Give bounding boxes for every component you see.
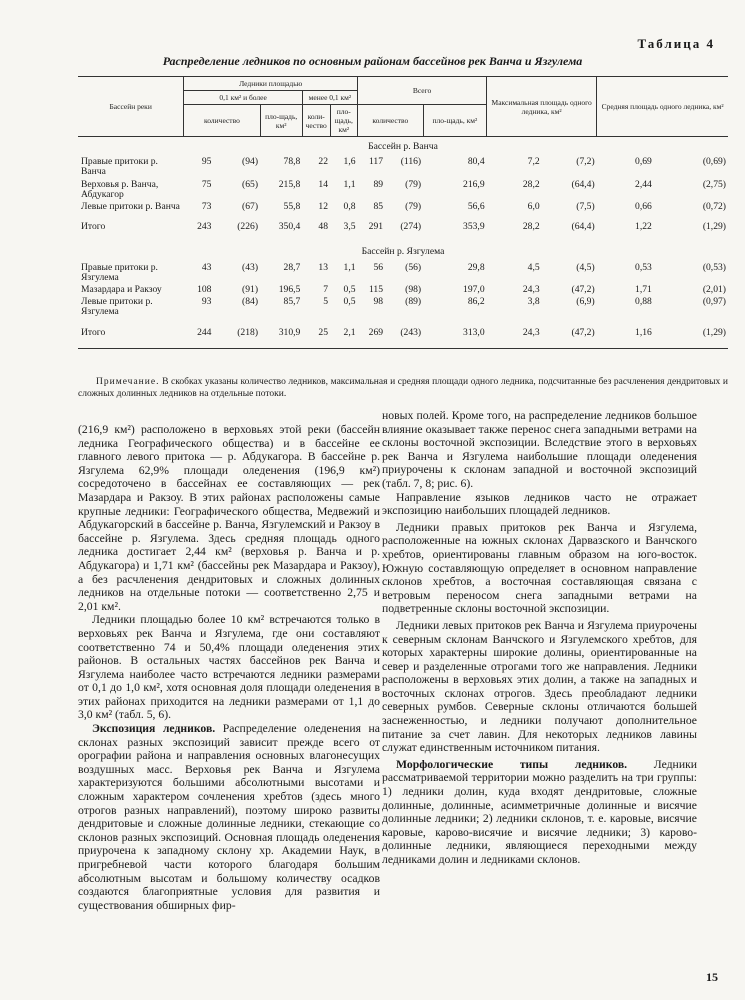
paragraph: Ледники правых притоков рек Ванча и Язгулема, расположенные на южных склонах Дарвазского и Ванчского хребтов, ориентированы главным образом на юго-восток. Южную составляющую определяет в основном направление склонов хребтов, а восточная составляющая связана с ветровым переносом снега западными ветрами на подветренные склоны восточной экспозиции. bbox=[382, 520, 697, 616]
cell: (218) bbox=[213, 318, 260, 349]
cell: 85,7 bbox=[283, 296, 301, 308]
cell: 1,16 bbox=[597, 318, 654, 349]
cell: 6,0 bbox=[527, 201, 540, 213]
cell: 93 bbox=[201, 296, 212, 308]
cell: (64,4) bbox=[571, 178, 595, 190]
cell: 98 bbox=[373, 296, 384, 308]
cell: 78,8 bbox=[283, 156, 301, 168]
cell: 73 bbox=[201, 201, 212, 213]
cell: 1,22 bbox=[635, 221, 652, 233]
header-count-short: коли-чество bbox=[302, 105, 330, 137]
cell: (0,97) bbox=[702, 296, 726, 308]
cell: (56) bbox=[405, 261, 422, 273]
row-name: Итого bbox=[78, 318, 184, 349]
paragraph-text: Распределение оледенения на склонах разных экспозиций зависит прежде всего от орографии района и направления основных влагонесущих воздушных масс. Верховья рек Ванча и Язгулема характеризуются большими абсолютными высотами и сложным характером сочленения хребтов (здесь много отрогов разных направлений), поэтому широко развиты дендритовые и сложные долинные ледники, стекающие со склонов разных экспозиций. Основная площадь оледенения приурочена к западному склону хр. Академии Наук, в пригребневой части которого благодаря большим абсолютным высотам и большому количеству осадков создаются благоприятные условия для развития и существования обширных фир- bbox=[78, 722, 380, 912]
cell: 117 bbox=[368, 156, 384, 168]
cell: (47,2) bbox=[571, 284, 595, 296]
cell: 14 bbox=[318, 178, 328, 190]
cell: 196,5 bbox=[278, 284, 301, 296]
row-name: Правые притоки р. Язгулема bbox=[81, 261, 158, 283]
row-name: Мазардара и Ракзоу bbox=[81, 284, 162, 296]
cell: 4,5 bbox=[527, 261, 540, 273]
cell: 269 bbox=[358, 318, 386, 349]
header-total-area: пло-щадь, км² bbox=[423, 105, 487, 137]
cell: 28,7 bbox=[283, 261, 301, 273]
header-total: Всего bbox=[358, 77, 487, 105]
cell: (7,5) bbox=[576, 201, 595, 213]
cell: (79) bbox=[405, 178, 422, 190]
row-name: Итого bbox=[81, 221, 106, 233]
cell: 28,2 bbox=[522, 221, 540, 233]
cell: 1,1 bbox=[343, 178, 356, 190]
cell: 12 bbox=[318, 201, 328, 213]
cell: 89 bbox=[373, 178, 384, 190]
cell: 197,0 bbox=[463, 284, 485, 296]
cell: 5 bbox=[323, 296, 328, 308]
cell: 56 bbox=[373, 261, 384, 273]
cell: 3,5 bbox=[343, 221, 356, 233]
cell: (243) bbox=[385, 318, 423, 349]
cell: 75 bbox=[201, 178, 212, 190]
cell: 43 bbox=[201, 261, 212, 273]
cell: 243 bbox=[197, 221, 212, 233]
header-glaciers-area: Ледники площадью bbox=[184, 77, 358, 91]
paragraph: Направление языков ледников часто не отражает экспозицию наибольших площадей ледников. bbox=[382, 490, 697, 518]
cell: 24,3 bbox=[487, 318, 542, 349]
cell: 86,2 bbox=[467, 296, 485, 308]
cell: 291 bbox=[368, 221, 384, 233]
table-row bbox=[78, 295, 728, 317]
cell: 80,4 bbox=[467, 156, 485, 168]
cell: (79) bbox=[405, 201, 422, 213]
cell: (1,29) bbox=[702, 221, 726, 233]
note-text: В скобках указаны количество ледников, максимальная и средняя площади одного ледника, подсчитанные без расчленения дендритовых и сложных долинных ледников на отдельные потоки. bbox=[78, 377, 728, 399]
header-avg-area: Средняя площадь одного ледника, км² bbox=[597, 77, 728, 137]
cell: 85 bbox=[373, 201, 384, 213]
cell: 0,53 bbox=[635, 261, 652, 273]
paragraph: Ледники площадью более 10 км² встречаются только в верховьях рек Ванча и Язгулема, где они составляют соответственно 74 и 50,4% площади оледенения этих районов. В остальных частях бассейнов рек Ванча и Язгулема наиболее часто встречаются ледники размерами от 0,1 до 1,0 км², хотя основная доля площади оледенения в этих районах приходится на ледники размерами от 1,1 до 3,0 км² (табл. 5, 6). bbox=[78, 613, 380, 722]
header-count: количество bbox=[184, 105, 260, 137]
row-name: Правые притоки р. Ванча bbox=[81, 156, 158, 178]
header-total-count: количество bbox=[358, 105, 424, 137]
cell: 2,44 bbox=[635, 178, 652, 190]
paragraph-text: Ледники рассматриваемой территории можно разделить на три группы: 1) ледники долин, куда входят дендритовые, сложные долинные, долинные, асимметричные долинные и висячие долинные ледники; 2) ледники склонов, т. е. каровые, висячие каровые, карово-висячие и висячие ледники; 3) карово-долинные ледники, являющиеся переходными между ледниками долин и ледниками склонов. bbox=[382, 757, 698, 866]
cell: (0,53) bbox=[702, 261, 726, 273]
header-under01: менее 0,1 км² bbox=[302, 91, 357, 105]
page-number: 15 bbox=[706, 970, 718, 984]
cell: (89) bbox=[405, 296, 422, 308]
cell: (0,72) bbox=[702, 201, 726, 213]
section-heading: Экспозиция ледников. bbox=[92, 722, 216, 736]
cell: 0,88 bbox=[635, 296, 652, 308]
paragraph: Ледники левых притоков рек Ванча и Язгулема приурочены к северным склонам Ванчского и Язгулемского хребтов, для которых характерны широкие долины, ориентированные на север и разделенные отрогами того же направления. Ледники расположены в верховьях этих долин, а также на западных и восточных склонах отрогов. Здесь преобладают ледники северных румбов. Северные склоны отличаются большей заснеженностью, и ледники получают дополнительное питание за счет лавин. Для некоторых ледников лавины служат единственным источником питания. bbox=[382, 618, 697, 755]
cell: (43) bbox=[242, 261, 259, 273]
row-name: Левые притоки р. Ванча bbox=[81, 201, 180, 213]
cell: 1,71 bbox=[635, 284, 652, 296]
cell: (7,2) bbox=[576, 156, 595, 168]
table-row bbox=[78, 200, 728, 212]
total-row bbox=[78, 318, 728, 349]
cell: 350,4 bbox=[278, 221, 301, 233]
total-row bbox=[78, 212, 728, 242]
table-row bbox=[78, 155, 728, 177]
cell: (67) bbox=[242, 201, 259, 213]
table-title: Распределение ледников по основным районам бассейнов рек Ванча и Язгулема bbox=[162, 54, 583, 68]
section-title: Бассейн р. Ванча bbox=[368, 141, 438, 152]
paragraph: новых полей. Кроме того, на распределение ледников большое влияние оказывает также перенос снега западными ветрами на склоны восточной экспозиции. Вследствие этого в верховьях рек Ванча и Язгулема наибольшие площади оледенения приурочены к склонам западной и восточной экспозиций (табл. 7, 8; рис. 6). bbox=[382, 409, 697, 490]
paragraph-exposure bbox=[78, 722, 380, 912]
note-label: Примечание. bbox=[96, 377, 160, 387]
cell: (84) bbox=[242, 296, 259, 308]
cell: 55,8 bbox=[283, 201, 301, 213]
glacier-table bbox=[78, 76, 728, 349]
cell: 115 bbox=[368, 284, 384, 296]
cell: 353,9 bbox=[463, 221, 485, 233]
cell: 7,2 bbox=[527, 156, 540, 168]
cell: (2,75) bbox=[702, 178, 726, 190]
cell: (1,29) bbox=[654, 318, 728, 349]
cell: 0,5 bbox=[343, 296, 356, 308]
paragraph-morphology bbox=[382, 758, 697, 867]
cell: 1,6 bbox=[343, 156, 356, 168]
cell: (91) bbox=[242, 284, 259, 296]
section-heading: Морфологические типы ледников. bbox=[396, 757, 628, 771]
cell: 0,69 bbox=[635, 156, 652, 168]
cell: 0,66 bbox=[635, 201, 652, 213]
cell: (65) bbox=[242, 178, 259, 190]
cell: 313,0 bbox=[423, 318, 487, 349]
cell: (0,69) bbox=[702, 156, 726, 168]
cell: 28,2 bbox=[522, 178, 540, 190]
cell: 3,8 bbox=[527, 296, 540, 308]
header-area: пло-щадь, км² bbox=[260, 105, 302, 137]
cell: 25 bbox=[302, 318, 330, 349]
cell: (226) bbox=[237, 221, 259, 233]
cell: 0,8 bbox=[343, 201, 356, 213]
cell: (274) bbox=[400, 221, 422, 233]
paragraph: (216,9 км²) расположено в верховьях этой реки (бассейн ледника Географического общества) и в бассейне ее главного левого притока — р. Абдукагора. В бассейне р. Язгулема 62,9% площади оледенения (196,9 км²) сосредоточено в бассейнах ее составляющих — рек Мазардара и Ракзоу. В этих районах расположены самые крупные ледники: Географического общества, Медвежий и Абдукагорский в бассейне р. Ванча, Язгулемский и Ракзоу в бассейне р. Язгулема. Здесь средняя площадь одного ледника достигает 2,44 км² (верховья р. Ванча и р. Абдукагора) и 1,71 км² (бассейны рек Мазардара и Ракзоу), а без расчленения дендритовых и сложных долинных ледников на отдельные потоки — соответственно 2,75 и 2,01 км². bbox=[78, 423, 380, 613]
cell: (98) bbox=[405, 284, 422, 296]
header-basin: Бассейн реки bbox=[78, 77, 184, 137]
header-max-area: Максимальная площадь одного ледника, км² bbox=[487, 77, 597, 137]
row-name: Верховья р. Ванча, Абдукагор bbox=[81, 178, 159, 200]
cell: (47,2) bbox=[542, 318, 597, 349]
table-row bbox=[78, 261, 728, 283]
cell: (4,5) bbox=[576, 261, 595, 273]
cell: 108 bbox=[197, 284, 212, 296]
cell: 56,6 bbox=[467, 201, 485, 213]
cell: 215,8 bbox=[278, 178, 301, 190]
cell: (2,01) bbox=[702, 284, 726, 296]
cell: 216,9 bbox=[463, 178, 485, 190]
cell: (64,4) bbox=[571, 221, 595, 233]
cell: 7 bbox=[323, 284, 328, 296]
cell: 2,1 bbox=[330, 318, 358, 349]
cell: (116) bbox=[400, 156, 422, 168]
cell: 1,1 bbox=[343, 261, 356, 273]
row-name: Левые притоки р. Язгулема bbox=[81, 296, 153, 318]
table-row bbox=[78, 178, 728, 200]
cell: 22 bbox=[318, 156, 328, 168]
table-note bbox=[78, 376, 728, 400]
cell: (94) bbox=[242, 156, 259, 168]
cell: (6,9) bbox=[576, 296, 595, 308]
header-area-short: пло-щадь, км² bbox=[330, 105, 358, 137]
cell: 244 bbox=[184, 318, 214, 349]
cell: 24,3 bbox=[522, 284, 540, 296]
cell: 48 bbox=[318, 221, 328, 233]
table-row bbox=[78, 283, 728, 295]
cell: 0,5 bbox=[343, 284, 356, 296]
cell: 95 bbox=[201, 156, 212, 168]
cell: 13 bbox=[318, 261, 328, 273]
header-over01: 0,1 км² и более bbox=[184, 91, 303, 105]
table-number: Таблица 4 bbox=[637, 36, 715, 51]
section-title: Бассейн р. Язгулема bbox=[361, 246, 445, 258]
right-column bbox=[382, 409, 697, 867]
cell: 29,8 bbox=[467, 261, 485, 273]
left-column bbox=[78, 423, 380, 912]
cell: 310,9 bbox=[260, 318, 302, 349]
